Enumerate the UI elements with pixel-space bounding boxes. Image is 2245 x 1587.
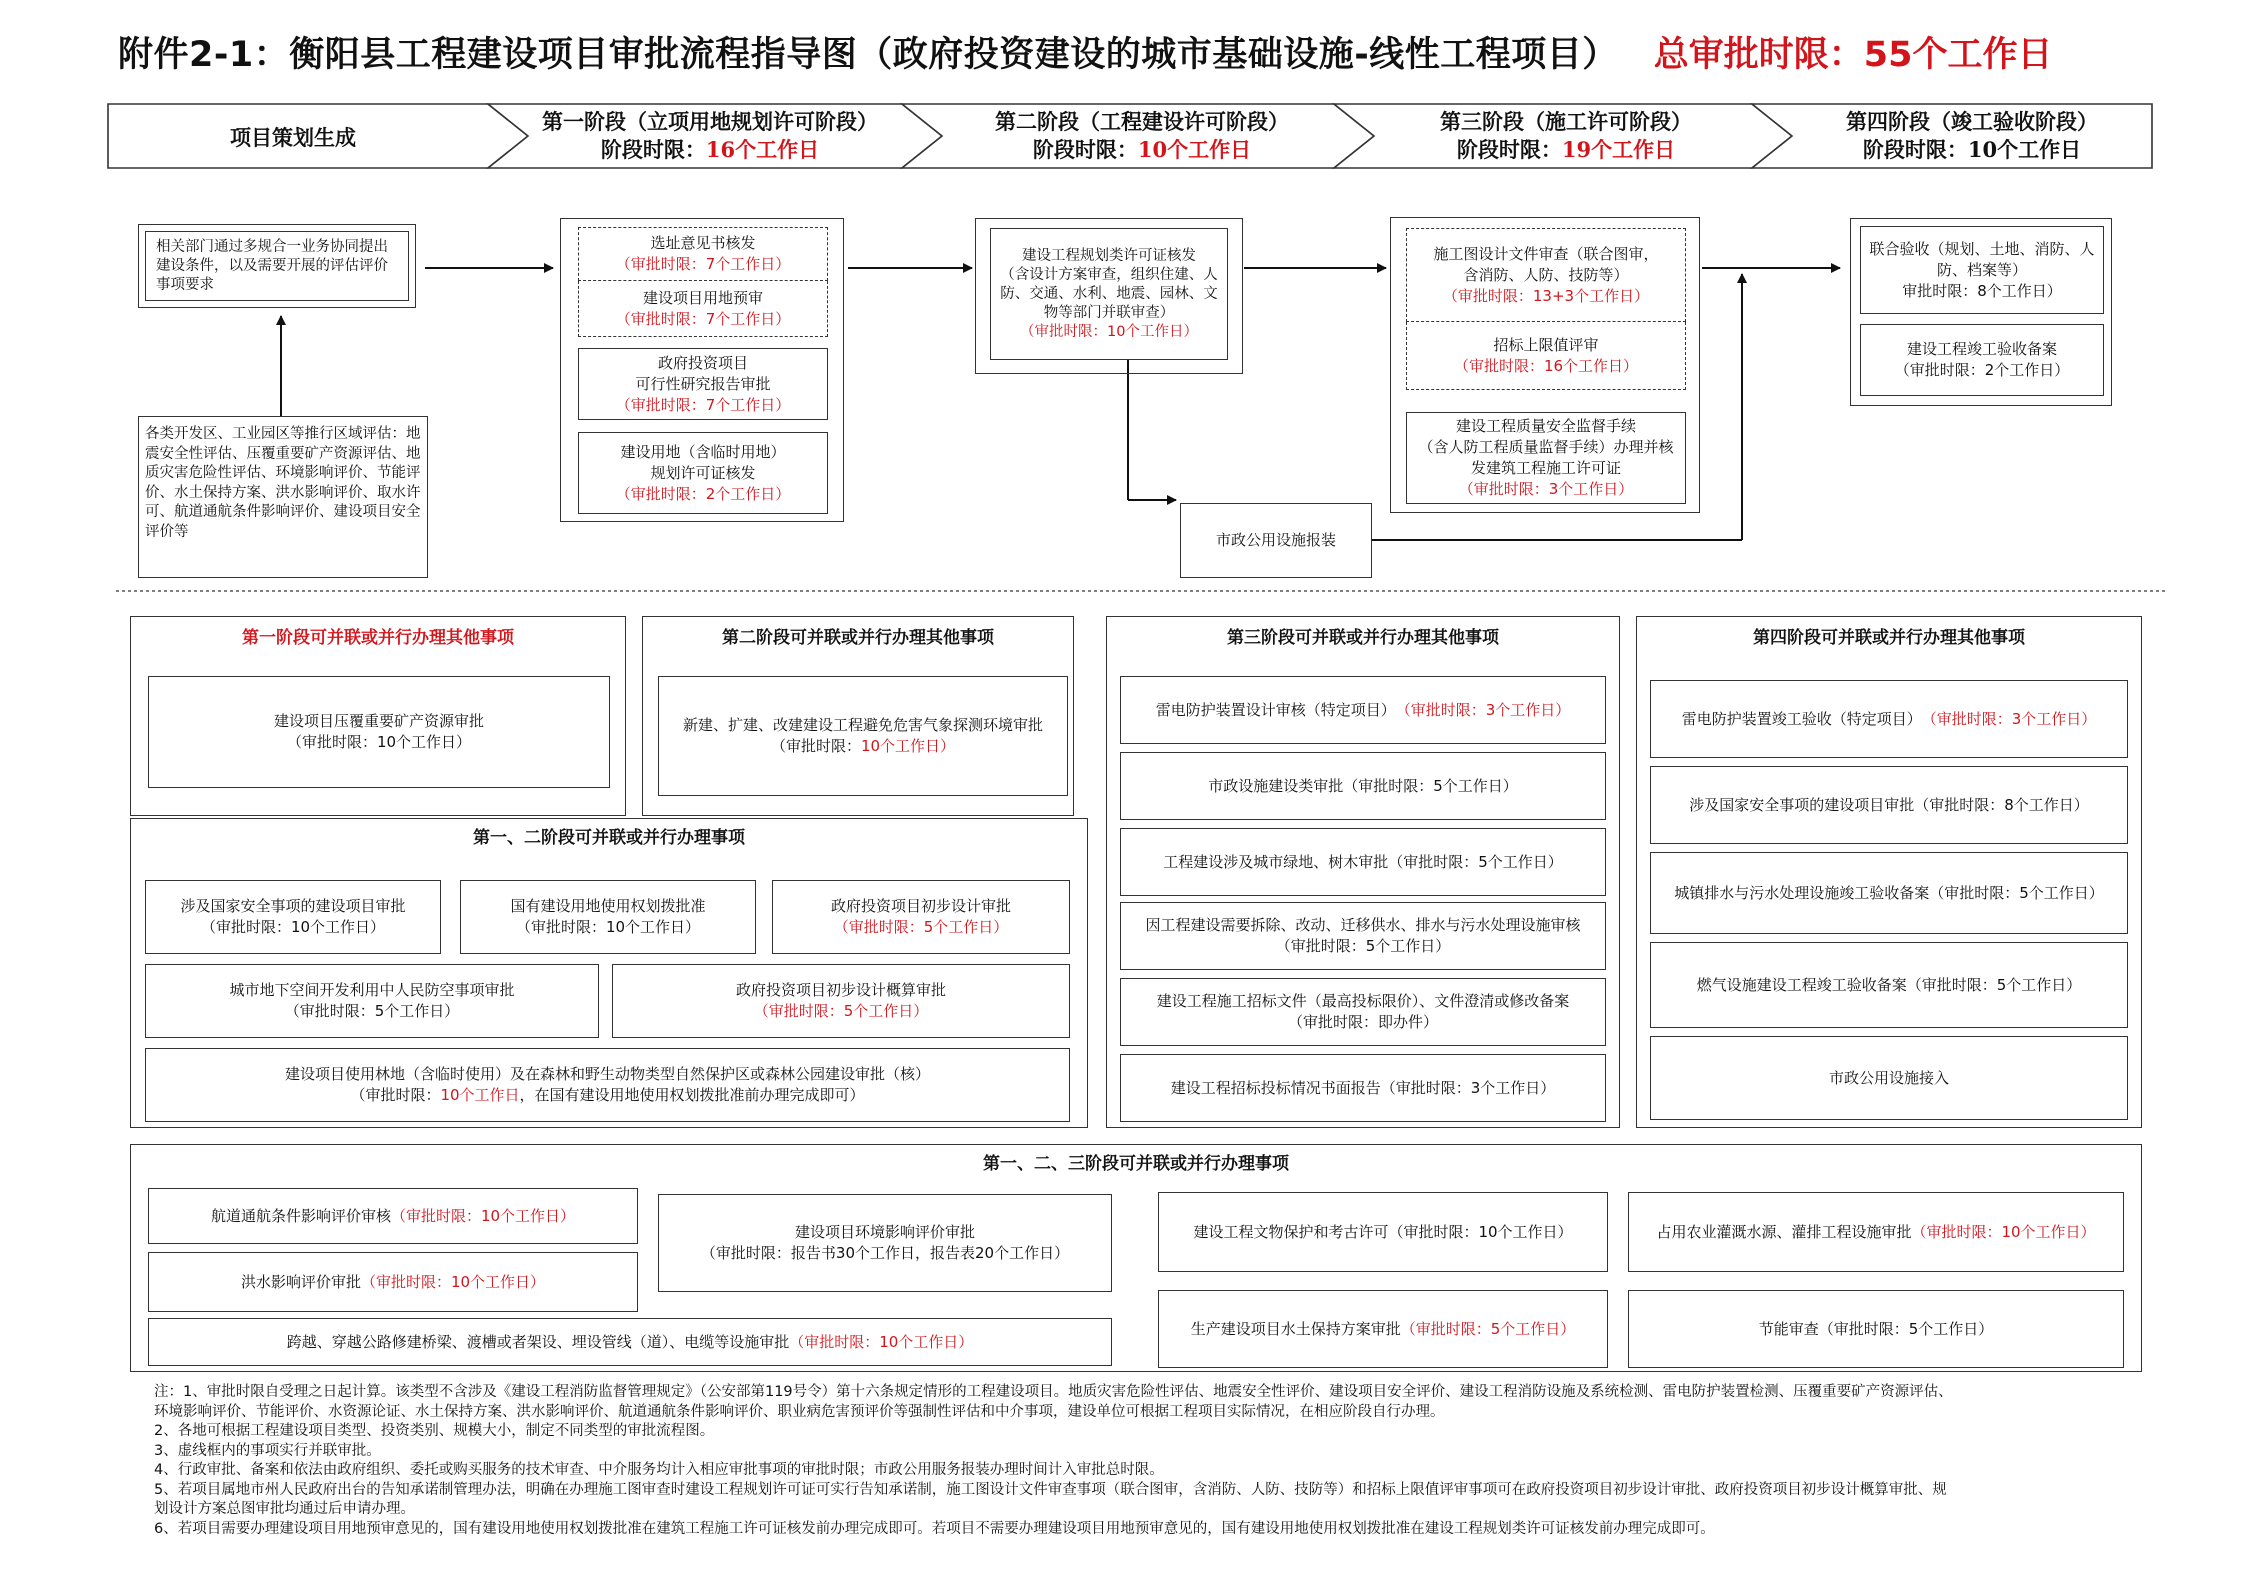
stage-2-limit: 10个工作日 bbox=[1137, 137, 1252, 162]
parallel-stage4-title: 第四阶段可并联或并行办理其他事项 bbox=[1753, 628, 2025, 648]
p123-item-highway-crossing: 跨越、穿越公路修建桥梁、渡槽或者架设、埋设管线（道）、电缆等设施审批 （审批时限：10个工作日） bbox=[148, 1318, 1112, 1366]
total-time-limit: 总审批时限：55个工作日 bbox=[1653, 35, 2053, 75]
stage-1-name: 第一阶段（立项用地规划许可阶段） bbox=[542, 109, 878, 134]
p12-item-forest-land: 建设项目使用林地（含临时使用）及在森林和野生动物类型自然保护区或森林公园建设审批（核） （审批时限：10个工作日，在国有建设用地使用权划拨批准前办理完成即可） bbox=[145, 1048, 1070, 1122]
p2-item-weather-env: 新建、扩建、改建建设工程避免危害气象探测环境审批 （审批时限：10个工作日） bbox=[658, 676, 1068, 796]
parallel-stage2-title: 第二阶段可并联或并行办理其他事项 bbox=[722, 628, 994, 648]
page-title: 附件2-1：衡阳县工程建设项目审批流程指导图（政府投资建设的城市基础设施-线性工程项目） bbox=[118, 35, 1618, 75]
stage-1-limit: 16个工作日 bbox=[705, 137, 820, 162]
planning-main-item: 相关部门通过多规合一业务协同提出建设条件，以及需要开展的评估评价事项要求 bbox=[145, 231, 409, 301]
stage-3-limit: 19个工作日 bbox=[1561, 137, 1676, 162]
stage-4-block: 第四阶段（竣工验收阶段） 阶段时限：10个工作日 bbox=[1772, 108, 2172, 164]
s4-item-joint-acceptance: 联合验收（规划、土地、消防、人防、档案等） 审批时限：8个工作日） bbox=[1860, 226, 2104, 314]
stage-plan-label: 项目策划生成 bbox=[230, 125, 356, 150]
p12-item-national-security: 涉及国家安全事项的建设项目审批 （审批时限：10个工作日） bbox=[145, 880, 441, 954]
s3-item-bid-cap-review: 招标上限值评审 （审批时限：16个工作日） bbox=[1406, 322, 1686, 390]
p3-item-water-facility: 因工程建设需要拆除、改动、迁移供水、排水与污水处理设施审核 （审批时限：5个工作日） bbox=[1120, 902, 1606, 970]
region-assessment-item: 各类开发区、工业园区等推行区域评估：地震安全性评估、压覆重要矿产资源评估、地质灾害危险性评估、环境影响评价、节能评价、水土保持方案、洪水影响评价、取水许可、航道通航条件影响评价、建设项目安全评价等 bbox=[138, 416, 428, 578]
parallel-stage3-title: 第三阶段可并联或并行办理其他事项 bbox=[1227, 628, 1499, 648]
p4-item-drainage-filing: 城镇排水与污水处理设施竣工验收备案（审批时限：5个工作日） bbox=[1650, 852, 2128, 934]
note-line: 划设计方案总图审批均通过后申请办理。 bbox=[154, 1501, 415, 1517]
planning-box-outer bbox=[138, 224, 416, 308]
note-line: 2、各地可根据工程建设项目类型、投资类别、规模大小，制定不同类型的审批流程图。 bbox=[154, 1423, 715, 1439]
s1-item-feasibility: 政府投资项目 可行性研究报告审批 （审批时限：7个工作日） bbox=[578, 348, 828, 420]
p3-item-bid-report: 建设工程招标投标情况书面报告（审批时限：3个工作日） bbox=[1120, 1054, 1606, 1122]
p12-item-civil-defense: 城市地下空间开发利用中人民防空事项审批 （审批时限：5个工作日） bbox=[145, 964, 599, 1038]
p4-item-gas-filing: 燃气设施建设工程竣工验收备案（审批时限：5个工作日） bbox=[1650, 942, 2128, 1028]
s2-item-planning-permit: 建设工程规划类许可证核发 （含设计方案审查，组织住建、人防、交通、水利、地震、园林、文物等部门并联审查） （审批时限：10个工作日） bbox=[990, 228, 1228, 360]
note-line: 6、若项目需要办理建设项目用地预审意见的，国有建设用地使用权划拨批准在建筑工程施工许可证核发前办理完成即可。若项目不需要办理建设项目用地预审意见的，国有建设用地使用权划拨批准在建设工程规划类许可证核发前办理完成即可。 bbox=[154, 1520, 1715, 1537]
s1-item-site-selection: 选址意见书核发 （审批时限：7个工作日） bbox=[578, 227, 828, 281]
footnotes bbox=[154, 1383, 2164, 1539]
p123-item-cultural-relics: 建设工程文物保护和考古许可（审批时限：10个工作日） bbox=[1158, 1192, 1608, 1272]
p123-item-navigation: 航道通航条件影响评价审核 （审批时限：10个工作日） bbox=[148, 1188, 638, 1244]
stage-4-name: 第四阶段（竣工验收阶段） bbox=[1846, 109, 2098, 134]
s3-item-drawing-review: 施工图设计文件审查（联合图审， 含消防、人防、技防等） （审批时限：13+3个工作日） bbox=[1406, 228, 1686, 322]
p123-item-soil-conservation: 生产建设项目水土保持方案审批 （审批时限：5个工作日） bbox=[1158, 1290, 1608, 1368]
note-line: 5、若项目属地市州人民政府出台的告知承诺制管理办法，明确在办理施工图审查时建设工程规划许可证可实行告知承诺制，施工图设计文件审查事项（联合图审，含消防、人防、技防等）和招标上限值评审事项可在政府投资项目初步设计审批、政府投资项目初步设计概算审批、规 bbox=[154, 1481, 1947, 1498]
p12-item-land-allocation: 国有建设用地使用权划拨批准 （审批时限：10个工作日） bbox=[460, 880, 756, 954]
parallel-stage12-title: 第一、二阶段可并联或并行办理事项 bbox=[473, 828, 745, 848]
p3-item-bid-document: 建设工程施工招标文件（最高投标限价）、文件澄清或修改备案 （审批时限：即办件） bbox=[1120, 978, 1606, 1046]
s1-item-land-pre-review: 建设项目用地预审 （审批时限：7个工作日） bbox=[578, 281, 828, 337]
note-line: 环境影响评价、节能评价、水资源论证、水土保持方案、洪水影响评价、航道通航条件影响评价、职业病危害预评价等强制性评估和中介事项，建设单位可根据工程项目实际情况，在相应阶段自行办理。 bbox=[154, 1403, 1445, 1420]
note-line: 3、虚线框内的事项实行并联审批。 bbox=[154, 1442, 381, 1459]
stage-2-block: 第二阶段（工程建设许可阶段） 阶段时限：10个工作日 bbox=[932, 108, 1352, 164]
municipal-utility-application: 市政公用设施报装 bbox=[1180, 503, 1372, 578]
p12-item-preliminary-design: 政府投资项目初步设计审批 （审批时限：5个工作日） bbox=[772, 880, 1070, 954]
parallel-stage123-title: 第一、二、三阶段可并联或并行办理事项 bbox=[983, 1154, 1289, 1174]
p12-item-budget-estimate: 政府投资项目初步设计概算审批 （审批时限：5个工作日） bbox=[612, 964, 1070, 1038]
s4-item-completion-filing: 建设工程竣工验收备案 （审批时限：2个工作日） bbox=[1860, 324, 2104, 396]
p4-item-utility-connection: 市政公用设施接入 bbox=[1650, 1036, 2128, 1120]
p3-item-municipal-facility: 市政设施建设类审批（审批时限：5个工作日） bbox=[1120, 752, 1606, 820]
stage-3-name: 第三阶段（施工许可阶段） bbox=[1440, 109, 1692, 134]
p123-item-flood: 洪水影响评价审批 （审批时限：10个工作日） bbox=[148, 1252, 638, 1312]
p123-item-irrigation: 占用农业灌溉水源、灌排工程设施审批 （审批时限：10个工作日） bbox=[1628, 1192, 2124, 1272]
p123-item-energy-saving: 节能审查（审批时限：5个工作日） bbox=[1628, 1290, 2124, 1368]
s3-item-construction-permit: 建设工程质量安全监督手续 （含人防工程质量监督手续）办理并核发建筑工程施工许可证 （审批时限：3个工作日） bbox=[1406, 412, 1686, 504]
p3-item-green-trees: 工程建设涉及城市绿地、树木审批（审批时限：5个工作日） bbox=[1120, 828, 1606, 896]
stage-1-block: 第一阶段（立项用地规划许可阶段） 阶段时限：16个工作日 bbox=[500, 108, 920, 164]
stage-2-name: 第二阶段（工程建设许可阶段） bbox=[995, 109, 1289, 134]
p3-item-lightning-design: 雷电防护装置设计审核（特定项目） （审批时限：3个工作日） bbox=[1120, 676, 1606, 744]
stage-4-limit: 10个工作日 bbox=[1967, 137, 2082, 162]
p123-item-eia: 建设项目环境影响评价审批 （审批时限：报告书30个工作日，报告表20个工作日） bbox=[658, 1194, 1112, 1292]
parallel-stage1-title: 第一阶段可并联或并行办理其他事项 bbox=[242, 628, 514, 648]
s1-item-land-permit: 建设用地（含临时用地） 规划许可证核发 （审批时限：2个工作日） bbox=[578, 432, 828, 514]
note-line: 4、行政审批、备案和依法由政府组织、委托或购买服务的技术审查、中介服务均计入相应审批事项的审批时限；市政公用服务报装办理时间计入审批总时限。 bbox=[154, 1462, 1164, 1478]
note-line: 注：1、审批时限自受理之日起计算。该类型不含涉及《建设工程消防监督管理规定》（公安部第119号令）第十六条规定情形的工程建设项目。地质灾害危险性评估、地震安全性评价、建设项目安全评价、建设工程消防设施及系统检测、雷电防护装置检测、压覆重要矿产资源评估、 bbox=[154, 1384, 1953, 1400]
stage-3-block: 第三阶段（施工许可阶段） 阶段时限：19个工作日 bbox=[1356, 108, 1776, 164]
p4-item-lightning-acceptance: 雷电防护装置竣工验收（特定项目） （审批时限：3个工作日） bbox=[1650, 680, 2128, 758]
p4-item-national-security: 涉及国家安全事项的建设项目审批（审批时限：8个工作日） bbox=[1650, 766, 2128, 844]
p1-item-mineral-review: 建设项目压覆重要矿产资源审批 （审批时限：10个工作日） bbox=[148, 676, 610, 788]
